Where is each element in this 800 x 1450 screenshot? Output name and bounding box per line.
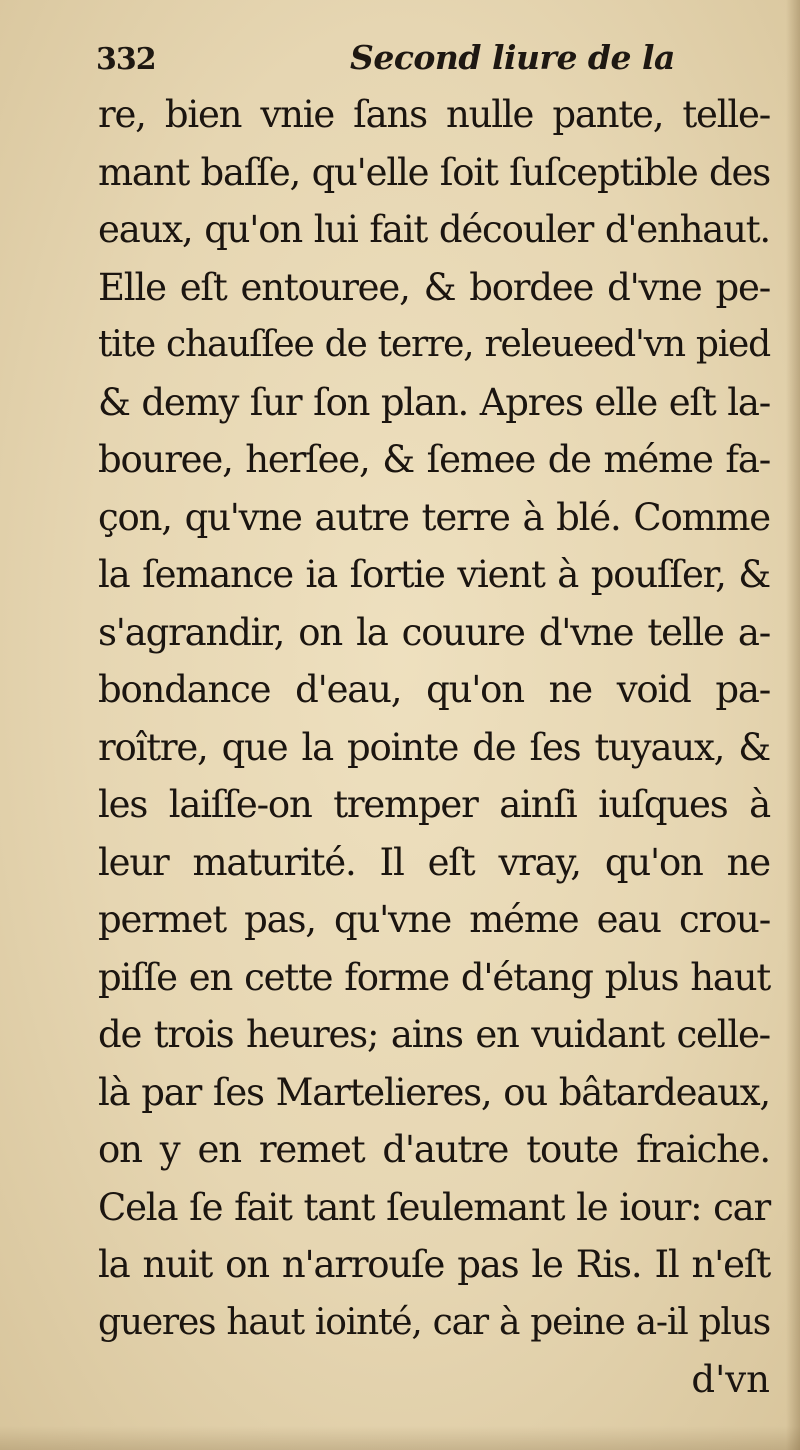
catchword-line bbox=[98, 1351, 770, 1409]
text-line: s'agrandir, on la couure d'vne telle a- bbox=[98, 610, 770, 654]
running-head bbox=[0, 28, 800, 84]
text-line: la ſemance ia ſortie vient à pouſſer, & bbox=[98, 553, 770, 596]
text-line: la nuit on n'arrouſe pas le Ris. Il n'eſt bbox=[98, 1243, 770, 1286]
text-line: gueres haut iointé, car à peine a-il plus bbox=[98, 1301, 770, 1343]
text-line: là par ſes Martelieres, ou bâtardeaux, bbox=[98, 1070, 770, 1114]
text-line: leur maturité. Il eſt vray, qu'on ne bbox=[98, 840, 770, 884]
text-line: & demy ſur ſon plan. Apres elle eſt la- bbox=[98, 380, 770, 424]
text-line: roître, que la pointe de ſes tuyaux, & bbox=[98, 725, 770, 769]
running-title: Second liure de la bbox=[350, 38, 675, 77]
page-number: 332 bbox=[96, 42, 156, 77]
catchword: d'vn bbox=[691, 1358, 770, 1401]
text-line: Cela ſe fait tant ſeulemant le iour: car bbox=[98, 1185, 770, 1229]
text-line: piſſe en cette forme d'étang plus haut bbox=[98, 955, 770, 999]
body-text bbox=[98, 86, 770, 1409]
text-line: bouree, herſee, & ſemee de méme fa- bbox=[98, 438, 770, 481]
page-edge-shadow bbox=[786, 0, 800, 1450]
text-line: tite chauſſee de terre, releueed'vn pied bbox=[98, 324, 770, 365]
text-line: permet pas, qu'vne méme eau crou- bbox=[98, 898, 770, 941]
text-line: Elle eſt entouree, & bordee d'vne pe- bbox=[98, 265, 770, 309]
text-line: eaux, qu'on lui fait découler d'enhaut. bbox=[98, 208, 770, 251]
text-line: les laiſſe-on tremper ainſi iuſques à bbox=[98, 783, 770, 826]
text-line: de trois heures; ains en vuidant celle- bbox=[98, 1013, 770, 1056]
text-line: on y en remet d'autre toute fraiche. bbox=[98, 1128, 770, 1171]
text-line: re, bien vnie ſans nulle pante, telle- bbox=[98, 93, 770, 136]
text-line: çon, qu'vne autre terre à blé. Comme bbox=[98, 495, 770, 539]
page-bottom-shadow bbox=[0, 1426, 800, 1450]
text-line: mant baſſe, qu'elle ſoit ſuſceptible des bbox=[98, 150, 770, 194]
text-line: bondance d'eau, qu'on ne void pa- bbox=[98, 668, 770, 711]
